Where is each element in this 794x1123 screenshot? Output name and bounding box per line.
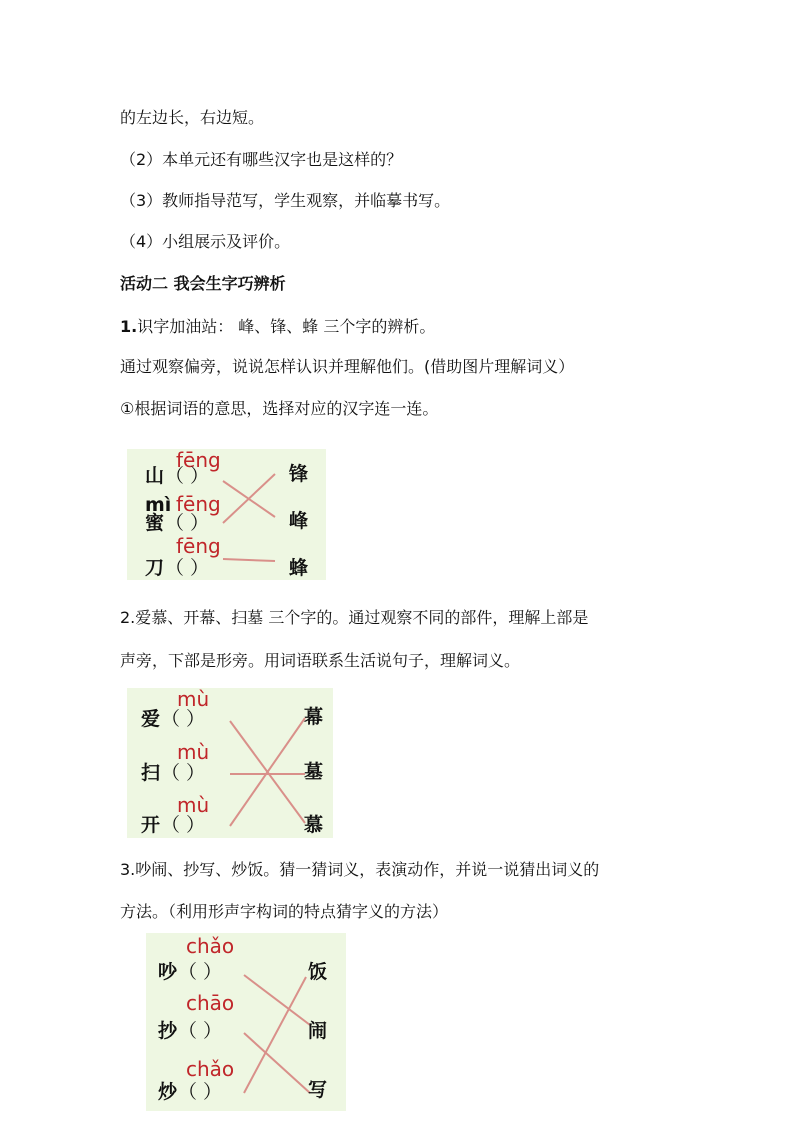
connector-line: [230, 718, 305, 826]
pinyin-label: chǎo: [186, 934, 235, 958]
answer-blank[interactable]: （ ）: [161, 708, 206, 730]
paragraph-text: 的左边长，右边短。: [120, 108, 265, 127]
paragraph-text: 方法。（利用形声字构词的特点猜字义的方法）: [120, 902, 449, 921]
answer-blank[interactable]: （ ）: [178, 1081, 223, 1103]
left-char: 开: [141, 814, 161, 836]
section-2-title: 2.爱慕、开幕、扫墓 三个字的。通过观察不同的部件，理解上部是: [120, 608, 589, 627]
left-char: 吵: [158, 961, 178, 983]
left-char: 扫: [141, 762, 161, 784]
left-char: 山: [145, 465, 165, 487]
answer-blank[interactable]: （ ）: [178, 1020, 223, 1042]
pinyin-label: fēng: [176, 492, 221, 516]
right-char[interactable]: 幕: [304, 706, 324, 728]
answer-blank[interactable]: （ ）: [165, 465, 210, 487]
section-3-title: 3.吵闹、抄写、炒饭。猜一猜词义，表演动作，并说一说猜出词义的: [120, 860, 600, 879]
paragraph-text: 通过观察偏旁，说说怎样认识并理解他们。(借助图片理解词义）: [120, 357, 575, 376]
right-char[interactable]: 蜂: [289, 557, 309, 579]
right-char[interactable]: 墓: [304, 761, 324, 783]
answer-blank[interactable]: （ ）: [161, 814, 206, 836]
pinyin-label: mù: [177, 687, 210, 711]
right-char[interactable]: 写: [308, 1079, 328, 1101]
left-char: 刀: [145, 557, 165, 579]
section-1-title: [120, 317, 435, 337]
left-char: 抄: [158, 1020, 178, 1042]
connector-line: [223, 559, 275, 561]
connector-line: [244, 975, 310, 1025]
matching-exercise-2: [127, 688, 333, 838]
answer-blank[interactable]: （ ）: [165, 512, 210, 534]
left-char: 炒: [158, 1081, 178, 1103]
right-char[interactable]: 峰: [289, 510, 309, 532]
paragraph-text: （4）小组展示及评价。: [120, 232, 291, 251]
paragraph-text: （2）本单元还有哪些汉字也是这样的？: [120, 150, 403, 169]
answer-blank[interactable]: （ ）: [165, 557, 210, 579]
connector-line: [223, 474, 275, 523]
paragraph-text: 声旁，下部是形旁。用词语联系生活说句子，理解词义。: [120, 651, 521, 670]
pinyin-label: chāo: [186, 991, 235, 1015]
section-1-text: 识字加油站： 峰、锋、蜂 三个字的辨析。: [137, 317, 436, 336]
connector-line: [244, 1033, 310, 1093]
section-heading: 活动二 我会生字巧辨析: [120, 274, 286, 293]
section-number: 1.: [120, 317, 138, 336]
pinyin-label: fēng: [176, 448, 221, 472]
paragraph-text: （3）教师指导范写，学生观察，并临摹书写。: [120, 191, 451, 210]
left-char: 爱: [141, 708, 161, 730]
right-char[interactable]: 慕: [304, 814, 324, 836]
right-char[interactable]: 闹: [308, 1020, 328, 1042]
answer-blank[interactable]: （ ）: [161, 762, 206, 784]
matching-exercise-3: [146, 933, 346, 1111]
paragraph-text: ①根据词语的意思，选择对应的汉字连一连。: [120, 399, 439, 418]
left-char-pinyin: mì: [145, 494, 172, 516]
left-char: 蜜: [145, 512, 165, 534]
right-char[interactable]: 锋: [289, 463, 309, 485]
pinyin-label: fēng: [176, 534, 221, 558]
right-char[interactable]: 饭: [308, 961, 328, 983]
pinyin-label: mù: [177, 740, 210, 764]
answer-blank[interactable]: （ ）: [178, 961, 223, 983]
pinyin-label: chǎo: [186, 1057, 235, 1081]
connector-line: [244, 977, 306, 1093]
pinyin-label: mù: [177, 793, 210, 817]
matching-exercise-1: [127, 449, 326, 580]
